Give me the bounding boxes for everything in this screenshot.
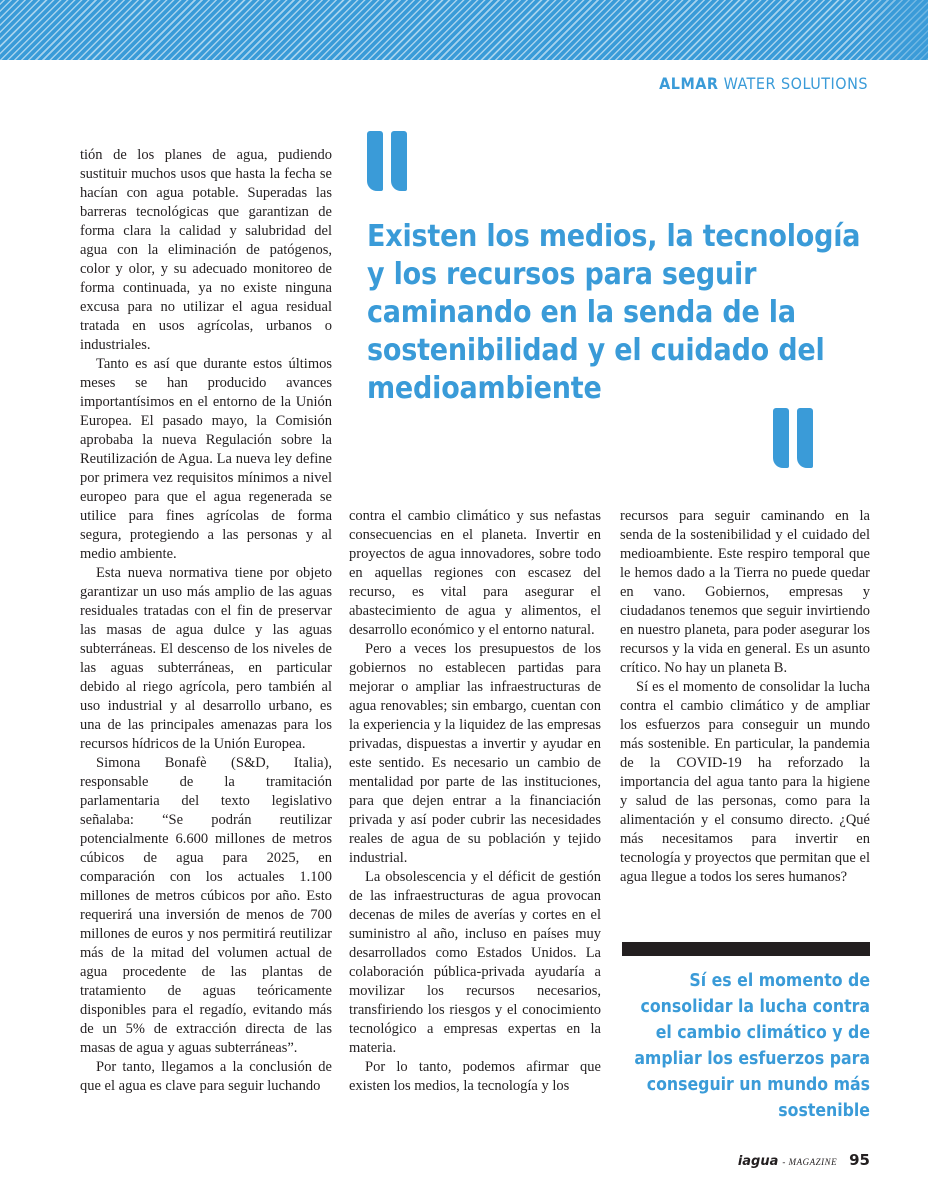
- article-column-2: [349, 507, 601, 1096]
- paragraph: Pero a veces los presupuestos de los gobiernos no establecen partidas para mejorar o ampliar las infraestructuras de agua renovables; sin embargo, cuentan con la experiencia y la liquidez de las empresas privadas, dispuestas a invertir y ayudar en este sentido. Es necesario un cambio de mentalidad por parte de las instituciones, para que dejen entrar a la financiación privada y así poder cubrir las necesidades reales de agua de su población y tejido industrial.: [349, 641, 601, 866]
- paragraph: recursos para seguir caminando en la senda de la sostenibilidad y el cuidado del medioambiente. Este respiro temporal que le hemos dado a la Tierra no puede quedar en vano. Gobiernos, empresas y ciudadanos tenemos que seguir invirtiendo en nuestro planeta, para poder asegurar los recursos y la vida en general. Es un asunto crítico. No hay un planeta B.: [620, 508, 870, 676]
- paragraph: Esta nueva normativa tiene por objeto garantizar un uso más amplio de las aguas residuales tratadas con el fin de preservar las masas de agua dulce y las aguas subterráneas. El descenso de los niveles de las aguas subterráneas, en particular debido al riego agrícola, pero también al uso industrial y al desarrollo urbano, es una de las principales amenazas para los recursos hídricos de la Unión Europea.: [80, 565, 332, 752]
- footer-magazine-label: - MAGAZINE: [782, 1157, 838, 1167]
- paragraph: Simona Bonafè (S&D, Italia), responsable de la tramitación parlamentaria del texto legislativo señalaba: “Se podrán reutilizar potencialmente 6.600 millones de metros cúbicos de agua para 2025, en comparación con los actuales 1.100 millones de metros cúbicos por año. Esto requerirá una inversión de menos de 700 millones de euros y nos permitirá reutilizar más de la mitad del volumen actual de agua procedente de las plantas de tratamiento de aguas teóricamente disponibles para el regadío, evitando más de un 5% de extracción directa de las masas de agua y aguas subterráneas”.: [80, 755, 332, 1056]
- divider-bar: [622, 942, 870, 956]
- section-header-subtitle: WATER SOLUTIONS: [723, 74, 868, 93]
- section-header-brand: ALMAR: [659, 74, 719, 93]
- side-pull-quote: Sí es el momento de consolidar la lucha contra el cambio climático y de ampliar los esfuerzos para conseguir un mundo más sostenible: [634, 971, 870, 1121]
- paragraph: Por tanto, llegamos a la conclusión de que el agua es clave para seguir luchando: [80, 1059, 332, 1094]
- footer-brand-logo: iagua: [737, 1154, 779, 1169]
- article-column-3: [620, 507, 870, 887]
- paragraph: contra el cambio climático y sus nefastas consecuencias en el planeta. Invertir en proyectos de agua innovadores, sobre todo en aquellas regiones con escasez del recurso, es vital para asegurar el abastecimiento de agua y alimentos, el desarrollo económico y el entorno natural.: [349, 508, 601, 638]
- pull-quote: Existen los medios, la tecnología y los recursos para seguir caminando en la senda de la sostenibilidad y el cuidado del medioambiente: [367, 219, 861, 406]
- open-quote-icon: [367, 131, 407, 191]
- paragraph: Tanto es así que durante estos últimos meses se han producido avances importantísimos en el entorno de la Unión Europea. El pasado mayo, la Comisión aprobaba la nueva Regulación sobre la Reutilización de Agua. La nueva ley define por primera vez requisitos mínimos a nivel europeo para que el agua regenerada se utilice para fines agrícolas de forma segura, protegiendo a las personas y al medio ambiente.: [80, 356, 332, 562]
- paragraph: La obsolescencia y el déficit de gestión de las infraestructuras de agua provocan decenas de miles de averías y cortes en el suministro al año, incluso en países muy desarrollados como Estados Unidos. La colaboración pública-privada ayudaría a movilizar los recursos necesarios, transfiriendo los riesgos y el conocimiento tecnológico a empresas expertas en la materia.: [349, 869, 601, 1056]
- page-footer: [738, 1151, 870, 1170]
- top-decorative-band: [0, 0, 928, 60]
- paragraph: Sí es el momento de consolidar la lucha contra el cambio climático y de ampliar los esfuerzos para conseguir un mundo más sostenible. En particular, la pandemia de la COVID-19 ha reforzado la importancia del agua tanto para la higiene y salud de las personas, como para la alimentación y el consumo directo. ¿Qué más necesitamos para invertir en tecnología y proyectos que permitan que el agua llegue a todos los seres humanos?: [620, 679, 870, 885]
- section-header: [659, 74, 868, 93]
- close-quote-icon: [773, 408, 813, 468]
- paragraph: Por lo tanto, podemos afirmar que existen los medios, la tecnología y los: [349, 1059, 601, 1094]
- article-column-1: [80, 146, 332, 1096]
- page-number: 95: [849, 1151, 870, 1169]
- paragraph: tión de los planes de agua, pudiendo sustituir muchos usos que hasta la fecha se hacían con agua potable. Superadas las barreras tecnológicas que garantizan de forma clara la calidad y salubridad del agua con la eliminación de patógenos, color y olor, y su adecuado monitoreo de forma continuada, ya no existe ninguna excusa para no utilizar el agua residual tratada en usos agrícolas, urbanos o industriales.: [80, 147, 332, 353]
